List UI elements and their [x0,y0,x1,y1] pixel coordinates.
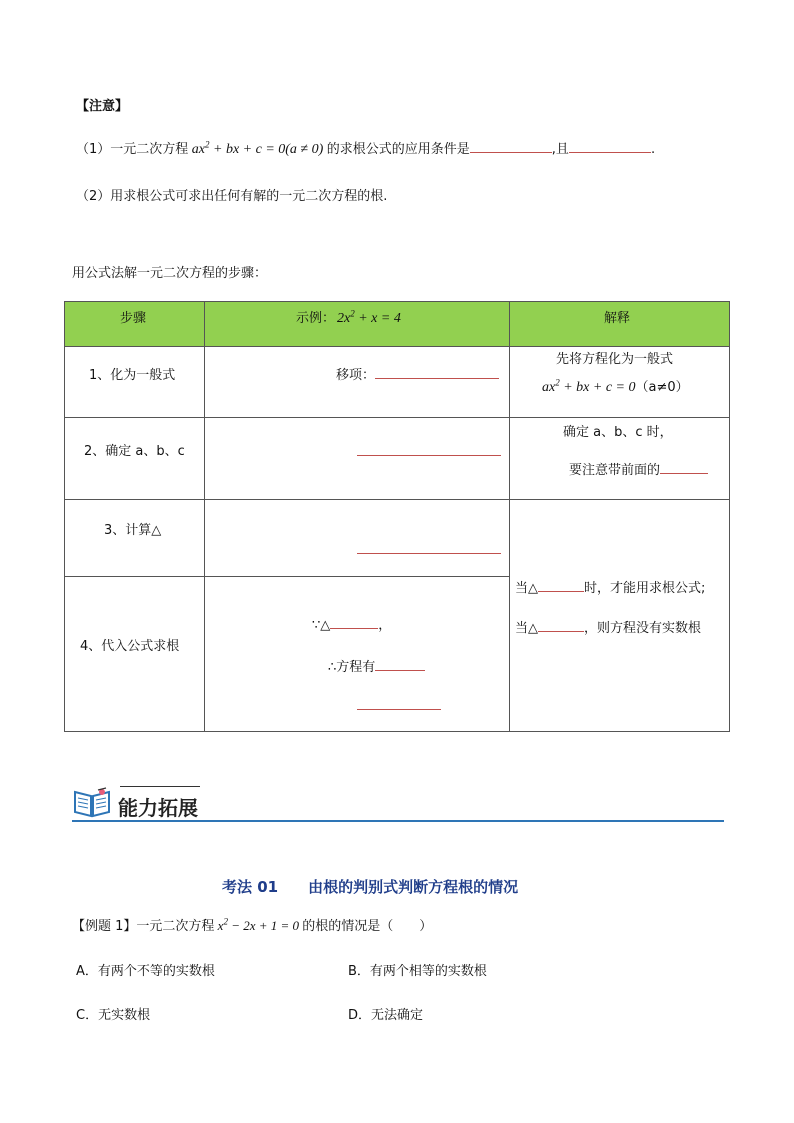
blank-row3-example[interactable] [357,539,501,554]
merged-explain-line2 [515,617,701,636]
row3-example-cell [204,499,510,577]
row3-example [357,539,501,558]
row2-example [357,441,501,460]
row1-example-label: 移项： [336,368,376,383]
row1-step: 1、化为一般式 [89,368,176,383]
notice-item1-and: ,且 [551,142,569,157]
merged-explain-line1-pre: 当△ [515,581,538,596]
row4-step: 4、代入公式求根 [80,639,180,654]
row2-explain-line1: 确定 a、b、c 时， [563,425,673,440]
section-divider [72,820,724,822]
merged-explain-line1-post: 时，才能用求根公式; [584,581,706,596]
method-title: 考法 01 由根的判别式判断方程根的情况 [222,878,519,896]
example1-formula: $x^2 - 2x + 1 = 0$ [214,916,303,933]
header-example [296,307,401,327]
header-step: 步骤 [120,311,147,326]
example1-text-post: 的根的情况是（ ） [302,919,433,934]
header-example-formula: $2x^2 + x = 4$ [337,308,401,326]
option-b[interactable]: B．有两个相等的实数根 [348,964,487,979]
merged-explain-line2-post: ，则方程没有实数根 [584,621,702,636]
row1-explain-line1: 先将方程化为一般式 [556,352,674,367]
row4-example-therefore: ∴方程有 [328,660,376,675]
row2-explain-label: 要注意带前面的 [569,463,661,478]
notice-item1-formula: $ax^2$ + bx + c = 0(a ≠ 0) [188,139,327,157]
book-icon [72,786,112,822]
row2-step: 2、确定 a、b、c [84,444,185,459]
row1-example [336,364,499,383]
notice-item1-mid: 的求根公式的应用条件是 [326,142,470,157]
row1-explain-cond: （a≠0） [635,380,689,395]
blank-condition-1[interactable] [470,138,552,153]
blank-delta-ge[interactable] [538,577,584,592]
merged-explain-cell [509,499,730,732]
blank-row2-explain[interactable] [660,459,708,474]
option-d[interactable]: D．无法确定 [348,1008,424,1023]
blank-condition-2[interactable] [569,138,651,153]
row1-explain-formula: $ax^2$ + bx + c = 0 [542,377,636,395]
header-example-label: 示例： [296,311,336,326]
merged-explain-line1 [515,577,705,596]
row4-example-line1 [312,614,391,633]
blank-row2-example[interactable] [357,441,501,456]
notice-title: 【注意】 [76,99,129,114]
notice-item1-prefix: （1）一元二次方程 [76,142,189,157]
option-c[interactable]: C．无实数根 [76,1008,151,1023]
example1-label: 【例题 1】 [72,919,137,934]
section-title: 能力拓展 [118,796,198,820]
notice-item-2: （2）用求根公式可求出任何有解的一元二次方程的根. [76,189,388,204]
row2-explain-line2 [569,459,708,478]
blank-row4-delta[interactable] [330,614,378,629]
row4-example-line3 [357,695,441,714]
row1-explain-line2 [542,376,689,396]
steps-intro: 用公式法解一元二次方程的步骤： [72,266,268,281]
notice-item1-end: . [650,142,656,157]
option-a[interactable]: A．有两个不等的实数根 [76,964,215,979]
row4-example-line2 [328,656,425,675]
notice-item-1 [76,138,655,158]
row4-example-because: ∵△ [312,618,331,633]
blank-row1-example[interactable] [375,364,499,379]
row4-example-comma: ， [378,618,392,633]
row3-step-cell [64,499,205,577]
blank-row4-roots[interactable] [375,656,425,671]
steps-table [64,301,730,732]
section-overline [120,786,200,787]
blank-delta-lt[interactable] [538,617,584,632]
row4-step-cell [64,576,205,732]
example1-question [72,915,432,934]
header-explain: 解释 [604,311,631,326]
blank-row4-answer[interactable] [357,695,441,710]
row3-step: 3、计算△ [104,523,162,538]
merged-explain-line2-pre: 当△ [515,621,538,636]
example1-text-pre: 一元二次方程 [136,919,215,934]
